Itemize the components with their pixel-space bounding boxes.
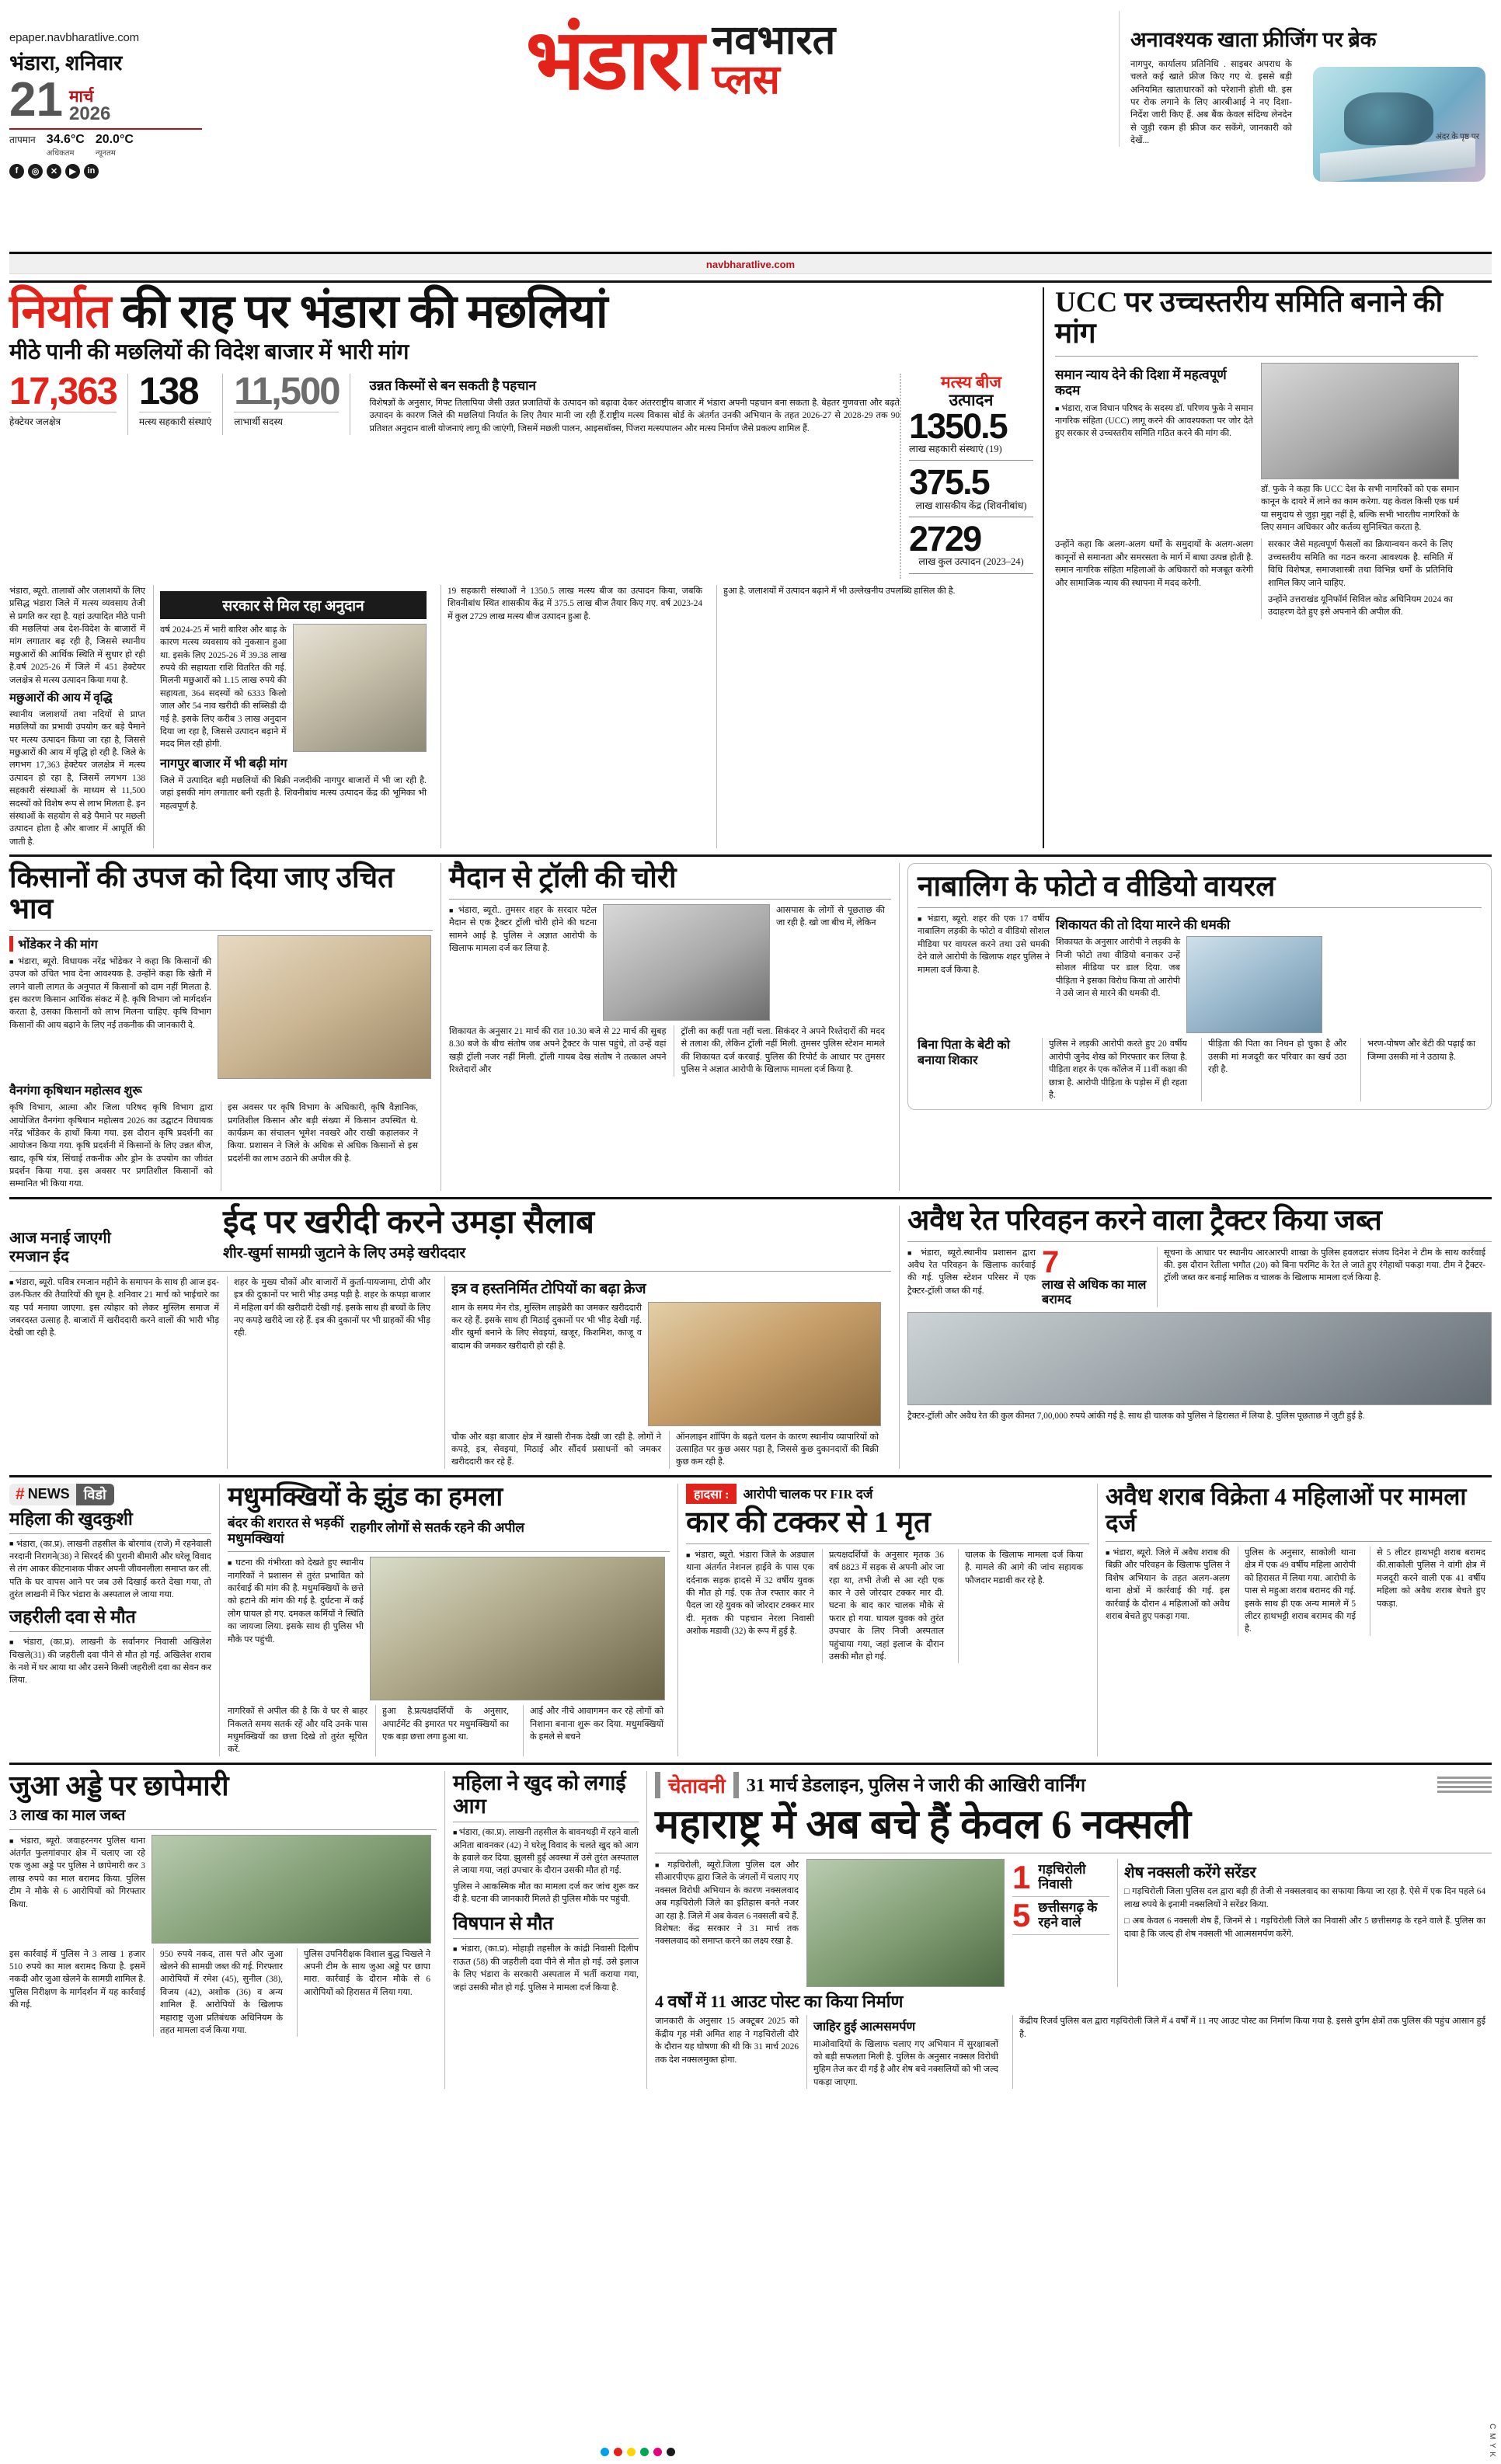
trolley-photo [603,904,770,1021]
seed-label: लाख सहकारी संस्थाएं (19) [909,443,1002,454]
lead-top-rule [9,280,1492,283]
minor-rule [918,907,1482,908]
lead-col4-body: विशेषज्ञों के अनुसार, गिफ्ट तिलापिया जैसी उन्नत प्रजातियों के उत्पादन को बढ़ावा देकर अंतरराष्ट्रीय बाजार में भंडारा अपनी पहचान बना सकता है. बेहतर गुणवत्ता और बढ़ते उत्पादन के कारण जिले की मछलियां निर्यात के लिए तैयार मानी जा रही हैं.राष्ट्रीय मत्स्य विकास बोर्ड के अंतर्गत उनकी अभियान के तहत 2026-27 से 2028-29 तक 90 प्रतिशत अनुदान वाली योजनाएं लागू की जाएंगी, जिसमें मछली पालन, आइसबॉक्स, पिंजरा मत्स्यपालन और मत्स्य निर्माण जैसे प्रकल्प शामिल हैं. [369,398,900,433]
ucc-subhead: समान न्याय देने की दिशा में महत्वपूर्ण कदम [1055,367,1227,398]
seed-label: लाख शासकीय केंद्र (शिवनीबांध) [915,499,1027,511]
top-ad-tag[interactable]: अंदर के पृष्ठ पर [1435,133,1479,142]
trolley-theft-story [441,863,899,1191]
kicker-bar-left [655,1772,660,1798]
lead-headline-rest: की राह पर भंडारा की मछलियां [121,286,608,337]
liquor-body2: पुलिस के अनुसार, साकोली थाना क्षेत्र में एक 49 वर्षीय महिला आरोपी को हिरासत में लिया गया. आरोपी के पास से महुआ शराब बरामद की गई. इसके साथ ही एक अन्य मामले में 5 लीटर हाथभट्टी शराब बरामद की गई है. [1238,1547,1362,1636]
eid-body: ■ भंडारा, ब्यूरो. पवित्र रमजान महीने के समापन के साथ ही आज इद-उल-फितर की तैयारियों की धूम है. शनिवार 21 मार्च को भाईचारे का यह पर्व मनाया जाएगा. इस त्योहार को लेकर मुस्लिम समाज में जबरदस्त उत्साह है. बाजारों में खरीददारी करने वालों की भारी भीड़ देखी जा रही है. [9,1276,219,1469]
sand-top [907,1244,1492,1307]
poison2-body: ■ भंडारा, (का.प्र). मोहाड़ी तहसील के कांद्री निवासी दिलीप राऊत (58) की जहरीली दवा पीने से मौत हो गई. उसे इलाज के लिए भंडारा के सरकारी अस्पताल में भर्ती कराया गया, जहां उसकी मौत हो गई. पुलिस ने मामला दर्ज किया है. [453,1943,639,1994]
farmers-kicker [9,935,211,952]
stat-item [9,370,128,436]
seed-title-black: उत्पादन [949,390,994,409]
lead-col3-head: नागपुर बाजार में भी बढ़ी मांग [160,757,287,771]
news-badge[interactable] [9,1484,76,1505]
news-video-column [9,1484,219,1756]
naxal-b3: केंद्रीय रिजर्व पुलिस बल द्वारा गड़चिरोली जिले में 4 वर्षों में 11 नए आउट पोस्ट का निर्माण किया गया है. इससे दुर्गम क्षेत्रों तक पुलिस की पहुंच आसान हुई है. [1012,2015,1492,2089]
farmers-rule [9,930,433,931]
farmers-bottom [9,1101,433,1191]
gambling-bottom [9,1948,437,2038]
naxal-headline: महाराष्ट्र में अब बचे हैं केवल 6 नक्सली [655,1802,1191,1847]
naxal-story [646,1771,1492,2089]
lead-headline-red: निर्यात [9,286,111,337]
lead-body-col2 [153,585,433,848]
fish-photo [293,624,427,752]
accident-badge: हादसा : [686,1484,737,1504]
seed-panel-title [909,374,1033,409]
eid-body4: चौक और बड़ा बाजार क्षेत्र में खासी रौनक देखी जा रही है. लोगों ने कपड़े, इत्र, सेवइयां, मिठाई और सौंदर्य प्रसाधनों को जमकर खरीददारी कर रहे हैं. [451,1432,661,1467]
stat-label: लाभार्थी सदस्य [234,412,339,428]
eid-body5: ऑनलाइन शॉपिंग के बढ़ते चलन के कारण स्थानीय व्यापारियों को उत्साहित पर कुछ असर पड़ा है, जिससे कुछ दुकानदारों की बिक्री कुछ कम रही है. [669,1431,885,1469]
trolley-body: ■ भंडारा, ब्यूरो.. तुमसर शहर के सरदार पटेल मैदान से एक ट्रैक्टर ट्रॉली चोरी होने की घटना सामने आई है. पुलिस ने अज्ञात आरोपी के खिलाफ मामला दर्ज कर लिया है. [449,904,597,1021]
naxal-photo-wrap [806,1859,1005,1987]
trolley-photo-wrap [603,904,770,1021]
eid-head-row [9,1206,891,1266]
fire-body2: पुलिस ने आकस्मिक मौत का मामला दर्ज कर जांच शुरू कर दी है. घटना की जानकारी मिलते ही पुलिस मौके पर पहुंची. [453,1881,639,1905]
top-right-ad[interactable] [1119,11,1492,147]
gambling-sub: 3 लाख का माल जब्त [9,1806,126,1824]
bee-rule [228,1551,670,1552]
lead-col1-head: मछुआरों की आय में वृद्धि [9,691,113,705]
logo-edition-name: भंडारा [525,15,703,107]
bee-body: ■ घटना की गंभीरता को देखते हुए स्थानीय नागरिकों ने प्रशासन से तुरंत प्रभावित को कार्रवाई की मांग की है. मधुमक्खियों के छत्ते को हटाने की मांग की गई है. दुर्घटना में कई लोग घायल हो गए. दमकल कर्मियों ने स्थिति का जायजा लिया. इसके साथ ही पुलिस भी मौके पर पहुंची. [228,1557,364,1700]
instagram-icon[interactable]: ◎ [28,164,43,179]
twitter-x-icon[interactable]: ✕ [47,164,61,179]
bee-body4: नागरिकों से अपील की है कि वे घर से बाहर निकलते समय सतर्क रहें और यदि उनके पास मधुमक्खियों का छत्ता दिखे तो तुरंत सूचित करें. [228,1707,367,1755]
temp-min-group [96,133,134,158]
bee-kicker-text: बंदर की शरारत से भड़कीं मधुमक्खियां [228,1515,344,1546]
minor-body3: पुलिस ने लड़की आरोपी करते हुए 20 वर्षीय आरोपी जुनेद शेख को गिरफ्तार कर लिया है. पीड़िता शहर के एक कॉलेज में 11वीं कक्षा की छात्रा है. आरोपी पीड़िता के पड़ोस में ही रहता है. [1042,1038,1193,1101]
minor-badge-col [918,1038,1034,1101]
minor-sub: शिकायत की तो दिया मारने की धमकी [1056,917,1231,932]
ucc-body4: सरकार जैसे महत्वपूर्ण फैसलों का क्रियान्वयन करने के लिए उच्चस्तरीय समिति का गठन करना आवश्यक है. समिति में विधि विशेषज्ञ, समाजशास्त्री तथा विभिन्न धर्मों के प्रतिनिधि शामिल किए जाने चाहिए. [1268,540,1453,588]
gambling-rule [9,1829,437,1830]
sand-body2: सूचना के आधार पर स्थानीय आरआरपी शाखा के पुलिस हवलदार संजय दिनेश ने टीम के साथ कार्रवाई की. इस दौरान रेतीला भगौत (20) को बिना परमिट के रेत ले जाते हुए रंगेहाथों पकड़ा गया. टीम ने ट्रैक्टर-ट्रॉली जब्त कर बनाई मालिक व चालक के खिलाफ मामला दर्ज किया है. [1157,1247,1492,1307]
lead-col5-text: 19 सहकारी संस्थाओं ने 1350.5 लाख मत्स्य बीज का उत्पादन किया, जबकि शिवनीबांध स्थित शासकीय केंद्र में 375.5 लाख बीज तैयार किए गए. वर्ष 2023-24 में कुल 2729 लाख मत्स्य बीज उत्पादन हुआ है. [448,586,702,621]
ucc-col-a [1055,538,1253,618]
ucc-body2: डॉ. फुके ने कहा कि UCC देश के सभी नागरिकों को एक समान कानून के दायरे में लाने का काम करेगा. यह केवल किसी एक धर्म या समुदाय से जुड़ा मुद्दा नहीं है, बल्कि सभी भारतीय नागरिकों के लिए समान अधिकार और कर्तव्य सुनिश्चित करता है. [1261,484,1459,533]
self-immolation-story [444,1771,646,2089]
city-and-day: भंडारा, शनिवार [9,51,123,75]
gambling-raid-story [9,1771,444,2089]
illegal-liquor-story [1097,1484,1492,1756]
lead-headline [9,287,1033,336]
top-ad-image [1313,67,1485,182]
bee-headline: मधुमक्खियों के झुंड का हमला [228,1482,503,1512]
stat-label: मत्स्य सहकारी संस्थाएं [139,412,211,428]
temp-max-value: 34.6°C [46,132,85,146]
ucc-leader-photo [1261,363,1459,479]
naxal-body: ■ गड़चिरोली, ब्यूरो.जिला पुलिस दल और सीआरपीएफ द्वारा जिले के जंगलों में चलाए गए नक्सल विरोधी अभियान के कारण नक्सलवाद अब गड़चिरोली जिले का इतिहास बनते नजर आ रहा है. जिले में अब केवल 6 नक्सली बचे हैं. विशेषत: केंद्र सरकार ने 31 मार्च तक नक्सलवाद को समाप्त करने का लक्ष्य रखा है. [655,1859,799,1987]
ucc-story [1043,287,1478,848]
eid-right-inner [451,1302,885,1426]
lead-stats-row [9,370,1033,579]
minor-body2: शिकायत के अनुसार आरोपी ने लड़की के निजी फोटो तथा वीडियो बनाकर उन्हें सोशल मीडिया पर डाल दिया. जब पीड़िता ने इसका विरोध किया तो आरोपी ने उसे जान से मारने की धमकी दी. [1056,938,1180,998]
eid-head-wrap [223,1206,891,1266]
ucc-rule [1055,356,1478,357]
poison-headline: जहरीली दवा से मौत [9,1607,136,1627]
eid-story [9,1206,899,1469]
temp-max-label: अधिकतम [46,148,75,158]
naxal-count-5-label: छत्तीसगढ़ के रहने वाले [1038,1900,1098,1930]
stat-value: 11,500 [234,370,340,412]
bee-attack-story [219,1484,677,1756]
lead-body-col3 [441,585,709,848]
logo-brand-line2: प्लस [712,58,780,103]
naxal-outpost-sub: 4 वर्षों में 11 आउट पोस्ट का किया निर्माण [655,1992,904,2011]
minor-viral-card [907,863,1492,1110]
sand-badge [1042,1244,1151,1307]
farmers-headline: किसानों की उपज को दिया जाए उचित भाव [9,862,395,925]
gov-subsidy-band: सरकार से मिल रहा अनुदान [160,591,427,619]
youtube-icon[interactable]: ▶ [65,164,80,179]
gambling-body2: इस कार्रवाई में पुलिस ने 3 लाख 1 हजार 510 रुपये का माल बरामद किया है. इसमें नकदी और जुआ खेलने के सामग्री शामिल है. पुलिस निरीक्षण के मार्गदर्शन में यह कार्रवाई की गई. [9,1949,145,2010]
stat-value: 138 [138,370,198,412]
liquor-headline: अवैध शराब विक्रेता 4 महिलाओं पर मामला दर्ज [1106,1482,1467,1537]
seed-divider [909,460,1033,461]
naxal-b4: जानकारी के अनुसार 15 अक्टूबर 2025 को केंद्रीय गृह मंत्री अमित शाह ने गड़चिरोली दौरे के दौरान यह घोषणा की थी कि 31 मार्च 2026 तक देश नक्सलमुक्त होगा. [655,2017,799,2065]
naxal-surrender-b2: □ अब केवल 6 नक्सली शेष हैं, जिनमें से 1 गड़चिरोली जिले का निवासी और 5 छत्तीसगढ़ के रहने वाले हैं. पुलिस का दावा है कि जल्द ही शेष नक्सली भी आत्मसमर्पण करेंगे. [1124,1915,1485,1940]
eid-headline: ईद पर खरीदी करने उमड़ा सैलाब [223,1204,595,1241]
ucc-body3: उन्होंने कहा कि अलग-अलग धर्मों के समुदायों के अलग-अलग कानूनों से समानता और समरसता के मार्ग में बाधा उत्पन्न होती है. समान नागरिक संहिता महिलाओं के अधिकारों को मजबूत करेगी और सामाजिक न्याय की स्थापना में मदद करेगी. [1055,540,1253,588]
naxal-warning-kicker [655,1771,1492,1799]
website-band[interactable]: navbharatlive.com [9,254,1492,274]
eid-sub: शीर-खुर्मा सामग्री जुटाने के लिए उमड़े खरीददार [223,1245,466,1262]
ucc-left [1055,363,1253,534]
menu-lines-icon [1437,1774,1492,1795]
trolley-body3: ट्रॉली का कहीं पता नहीं चला. सिकंदर ने अपने रिश्तेदारों की मदद से तलाश की, लेकिन ट्रॉली नहीं मिली. तुमसर पुलिस स्टेशन मामले की शिकायत दर्ज करवाई. पुलिस की रिपोर्ट के आधार पर तुमसर पुलिस ने अज्ञात आरोपी के खिलाफ मामला दर्ज किया है. [674,1025,891,1077]
top-ad-text: साइबर अपराध के चलते कई खाते फ्रीज किए गए थे. इससे बड़ी अनियमित खाताधारकों को परेशानी होती थी. इस पर रोक लगाने के लिए आरबीआई ने नए दिशा-निर्देश जारी किए हैं. अब बैंक केवल संदिग्ध लेनदेन से जुड़ी रकम ही फ्रीज कर सकेंगे, जानकारी को देखें... [1130,59,1292,145]
row4-section [9,1484,1492,1756]
gambling-headline: जुआ अड्डे पर छापेमारी [9,1770,229,1801]
eid-body-row [9,1276,891,1469]
farmers-kicker-text: भोंडेकर ने की मांग [18,938,98,952]
bee-body3: आई और नीचे आवागमन कर रहे लोगों को निशाना बनाना शुरू कर दिया. मधुमक्खियों के हमले से बचने [523,1705,670,1756]
sand-body3: ट्रैक्टर-ट्रॉली और अवैध रेत की कुल कीमत 7,00,000 रुपये आंकी गई है. साथ ही चालक को पुलिस ने हिरासत में लिया है. पुलिस पूछताछ में जुटी हुई है. [907,1411,1365,1422]
eid-market-photo [648,1302,881,1426]
accident-headline: कार की टक्कर से 1 मृत [686,1505,931,1539]
news-video-badge[interactable] [9,1484,157,1505]
liquor-body-row [1106,1547,1492,1636]
social-links[interactable] [9,164,242,179]
naxal-mid-body: माओवादियों के खिलाफ चलाए गए अभियान में सुरक्षाबलों को बड़ी सफलता मिली है. पुलिस के अनुसार नक्सल विरोधी मुहिम तेज कर दी गई है और शेष बचे नक्सलियों को भी जल्द पकड़ा जाएगा. [813,2039,998,2087]
naxal-surrender-head: शेष नक्सली करेंगे सरेंडर [1124,1864,1256,1881]
ucc-body5: उन्होंने उत्तराखंड यूनिफॉर्म सिविल कोड अधिनियम 2024 का उदाहरण देते हुए इसे अपनाने की अपील की. [1268,594,1453,618]
masthead-left [9,11,242,179]
dot-yellow [627,2448,636,2456]
farmers-right [218,935,431,1079]
eid-rule [9,1271,891,1272]
warning-text: 31 मार्च डेडलाइन, पुलिस ने जारी की आखिरी वार्निंग [746,1776,1086,1797]
news-label: NEWS [27,1486,70,1502]
kicker-marker [9,936,13,952]
lead-body-col4 [716,585,1033,848]
eid-kicker-l1: आज मनाई जाएगी [9,1229,111,1247]
seed-production-panel [900,374,1033,579]
minor-mid-inner [1056,936,1482,1033]
lead-stat-group [9,370,900,436]
seed-title-red: मत्स्य बीज [941,372,1001,392]
weather-block [9,133,242,158]
suicide-body: ■ भंडारा, (का.प्र). लाखनी तहसील के बोरगांव (राजे) में रहनेवाली नरदानी निरागने(38) ने सिरदर्द की पुरानी बीमारी और घरेलू विवाद से तंग आकर कीटनाशक पीकर अपनी जीवनलीला समाप्त कर ली. पति के घर वापस आने पर जब उसे दिखाई करते देखा गया, तो तुरंत लाखनी में फिर भंडारा के अस्पताल ले जाया गया. [9,1538,211,1602]
lead-body-columns [9,585,1033,848]
poison2-rule [453,1938,639,1939]
farmers-top [9,935,433,1079]
linkedin-icon[interactable]: in [84,164,99,179]
video-label[interactable]: विडो [76,1484,114,1505]
naxal-num-row [1012,1859,1109,1897]
poison-rule [9,1631,211,1632]
suicide-headline: महिला की खुदकुशी [9,1509,133,1529]
liquor-body3: से 5 लीटर हाथभट्टी शराब बरामद की.साकोली पुलिस ने वांगी क्षेत्र में मजदूरी करने वाली एक 41 वर्षीय महिला को अवैध शराब बेचते हुए पकड़ा. [1370,1547,1492,1636]
temp-min-label: न्यूनतम [95,148,116,158]
minor-body5: भरण-पोषण और बेटी की पढ़ाई का जिम्मा उसकी मां ने उठाया है. [1360,1038,1482,1101]
minor-viral-story [899,863,1492,1191]
naxal-count-5: 5 [1012,1896,1031,1933]
naxal-surrender-col [1117,1859,1492,1987]
accident-body-row [686,1549,1089,1663]
seed-value: 375.5 [909,462,989,503]
ucc-headline: UCC पर उच्चस्तरीय समिति बनाने की मांग [1055,287,1444,350]
date-day: 21 [9,73,63,127]
gambling-body4: 950 रुपये नकद, तास पत्ते और जुआ खेलने की सामग्री जब्त की गई. गिरफ्तार आरोपियों में रमेश (45), सुनील (38), विजय (42), अशोक (36) व अन्य शामिल हैं. आरोपियों के खिलाफ महाराष्ट्र जुआ प्रतिबंधक अधिनियम के तहत मामला दर्ज किया गया. [153,1948,289,2038]
sand-badge-text: लाख से अधिक का माल बरामद [1042,1278,1147,1307]
trolley-rule [449,899,891,900]
newspaper-logo [242,11,1119,107]
lead-caption: हुआ है. जलाशयों में उत्पादन बढ़ाने में भी उल्लेखनीय उपलब्धि हासिल की है. [723,586,956,596]
trolley-bottom [449,1025,891,1077]
sand-body: ■ भंडारा, ब्यूरो.स्थानीय प्रशासन द्वारा अवैध रेत परिवहन के खिलाफ कार्रवाई की गई. पुलिस स्टेशन परिसर में एक ट्रैक्टर-ट्रॉली जब्त की गई. [907,1247,1036,1307]
gambling-body: ■ भंडारा, ब्यूरो. जवाहरनगर पुलिस थाना अंतर्गत फुलगांवपार क्षेत्र में चलाए जा रहे एक जुआ अड्डे पर पुलिस ने छापेमारी कर 3 लाख रुपये का माल बरामद किया. पुलिस टीम ने मौके से 6 आरोपियों को गिरफ्तार किया. [9,1835,145,1944]
trolley-top [449,904,891,1021]
top-ad-body [1130,58,1292,147]
naxal-count-1: 1 [1012,1859,1031,1895]
trolley-body4: शिकायत के अनुसार 21 मार्च की रात 10.30 बजे से 22 मार्च की सुबह 8.30 बजे के बीच संतोष जब अपने ट्रैक्टर के पास पहुंचे, तो उन्हें वहां खड़ी ट्रॉली नजर नहीं मिली. ट्रॉली गायब देख संतोष ने तत्काल अपने रिश्तेदारों और [449,1027,667,1075]
naxal-body-row [655,1859,1492,1987]
gambling-photo [151,1835,431,1944]
minor-top [918,913,1482,1033]
farmers-left [9,935,211,1079]
lead-story [9,287,1043,848]
sand-badge-num: 7 [1042,1244,1060,1279]
naxal-surrender-b1: □ गड़चिरोली जिला पुलिस दल द्वारा बड़ी ही तेजी से नक्सलवाद का सफाया किया जा रहा है. ऐसे में एक दिन पहले 64 लाख रुपये के इनामी नक्सलियों ने सरेंडर किया. [1124,1885,1485,1911]
seed-row [909,462,1033,512]
eid-body3: शाम के समय मेन रोड, मुस्लिम लाइब्रेरी का जमकर खरीददारी कर रहे हैं. इसके साथ ही मिठाई दुकानों पर भी भीड़ देखी गई. शीर खुर्मा बनाने के लिए सेवइयां, खजूर, किशमिश, काजू व बादाम की जमकर खरीदारी हो रही है. [451,1303,642,1351]
lead-col2-inner [160,624,427,752]
logo-brand-line1: नवभारत [712,19,836,64]
liquor-body: ■ भंडारा, ब्यूरो. जिले में अवैध शराब की बिक्री और परिवहन के खिलाफ पुलिस ने विशेष अभियान के तहत अलग-अलग थाना क्षेत्रों में कार्रवाई की गई. इस कार्रवाई के दौरान 4 महिलाओं को अवैध शराब बेचते हुए पकड़ा गया. [1106,1547,1230,1636]
dot-cyan [601,2448,609,2456]
sand-headline: अवैध रेत परिवहन करने वाला ट्रैक्टर किया जब्त [907,1204,1382,1237]
row5-top-rule [9,1763,1492,1765]
temp-min-value: 20.0°C [95,132,134,146]
row3-section [9,1206,1492,1469]
epaper-url[interactable]: epaper.navbharatlive.com [9,31,139,44]
stat-item [138,370,223,436]
seed-value: 2729 [909,519,981,559]
masthead-divider [9,128,202,130]
lead-col3-text: जिले में उत्पादित बड़ी मछलियों की बिक्री नजदीकी नागपुर बाजारों में भी जा रही है. जहां इसकी मांग लगातार बनी रहती है. शिवनीबांध मत्स्य उत्पादन केंद्र की भूमिका भी महत्वपूर्ण है. [160,776,427,811]
farmers-photo [218,935,431,1079]
naxal-mid-head: जाहिर हुई आत्मसमर्पण [813,2020,916,2034]
ucc-body1: ■ भंडारा, राज विधान परिषद के सदस्य डॉ. परिणय फुके ने समान नागरिक संहिता (UCC) लागू करने की आवश्यकता पर जोर देते हुए सरकार से उच्चस्तरीय समिति गठित करने की मांग की. [1055,402,1253,440]
lead-col4-head: उन्नत किस्मों से बन सकती है पहचान [369,378,536,393]
ucc-right [1261,363,1459,534]
lead-story-section [9,287,1492,848]
sand-tractor-story [899,1206,1492,1469]
masthead [9,11,1492,252]
dot-green [640,2448,649,2456]
eid-kicker [9,1229,223,1266]
naxal-count-1-label: गड़चिरोली निवासी [1038,1862,1086,1892]
minor-photo [1186,936,1322,1033]
stat-label: हेक्टेयर जलक्षेत्र [9,412,117,428]
fire-body: ■ भंडारा, (का.प्र). लाखनी तहसील के बावनथड़ी में रहने वाली अनिता बावनकर (42) ने घरेलू विवाद के चलते खुद को आग के हवाले कर दिया. झुलसी हुई अवस्था में उसे तुरंत अस्पताल ले जाया गया, जहां उपचार के दौरान उसकी मौत हो गई. [453,1826,639,1878]
lead-subhead: मीठे पानी की मछलियों की विदेश बाजार में भारी मांग [9,340,409,365]
farmers-body2: कृषि विभाग, आत्मा और जिला परिषद कृषि विभाग द्वारा आयोजित वैनगंगा कृषिथान महोत्सव 2026 का उद्घाटन विधायक नरेंद्र भोंडेकर के हाथों किया गया. इस दौरान कृषि प्रदर्शनी का आयोजन किया गया. कृषि प्रदर्शनी में किसानों के लिए उन्नत बीज, खाद, कृषि यंत्र, सिंचाई तकनीक और ड्रोन के उपयोग का जीवंत प्रदर्शन किया गया. इस अवसर पर प्रगतिशील किसानों को सम्मानित भी किया गया. [9,1103,213,1189]
eid-sub2: इत्र व हस्तनिर्मित टोपियों का बढ़ा क्रेज [451,1280,646,1297]
lead-col1-text: भंडारा, ब्यूरो. तालाबों और जलाशयों के लिए प्रसिद्ध भंडारा जिले में मत्स्य व्यवसाय तेजी से प्रगति कर रहा है. यहां उत्पादित मीठे पानी की मछलियां अब देश-विदेश के बाजारों में मांग लगातार बढ़ रही है, जिससे स्थानीय मछुआरों की आर्थिक स्थिति में सुधार हो रही है.वर्ष 2025-26 में जिले में 451 हेक्टेयर जलक्षेत्र से मत्स्य उत्पादन किया गया है. [9,586,145,685]
ucc-top [1055,363,1478,534]
top-ad-headline: अनावश्यक खाता फ्रीजिंग पर ब्रेक [1130,28,1377,51]
minor-badge: बिना पिता के बेटी को बनाया शिकार [918,1039,1010,1067]
temp-label: तापमान [9,134,36,145]
bee-sub: राहगीर लोगों से सतर्क रहने की अपील [350,1519,524,1535]
sand-photo [907,1312,1492,1405]
minor-body4: पीड़िता की पिता का निधन हो चुका है और उसकी मां मजदूरी कर परिवार का खर्च उठा रही है. [1201,1038,1353,1101]
row4-top-rule [9,1475,1492,1477]
seed-label: लाख कुल उत्पादन (2023–24) [918,556,1024,568]
trolley-body2: आसपास के लोगों से पूछताछ की जा रही है. खो जा बीच में, लेकिन [776,906,885,928]
ucc-bottom [1055,538,1478,618]
minor-mid [1056,913,1482,1033]
dot-black [667,2448,675,2456]
farmers-body3: इस अवसर पर कृषि विभाग के अधिकारी, कृषि वैज्ञानिक, प्रगतिशील किसान और बड़ी संख्या में किसान उपस्थित थे. कार्यक्रम का संचालन भूमेश नवखरे और राखी कहालकर ने किया. प्रशासन ने जिले के अधिक से अधिक किसानों से इस प्रदर्शनी का लाभ उठाने की अपील की है. [221,1101,424,1191]
logo-brand [712,19,836,103]
color-registration-dots [601,2448,675,2456]
bee-top [228,1557,670,1700]
temp-max-group [47,133,85,158]
bee-kicker [228,1516,344,1547]
row3-top-rule [9,1197,1492,1199]
bee-hive-photo [370,1557,665,1700]
stat-item [234,370,350,436]
minor-bottom [918,1038,1482,1101]
minor-headline: नाबालिग के फोटो व वीडियो वायरल [918,871,1276,903]
bee-body2: हुआ है.प्रत्यक्षदर्शियों के अनुसार, अपार्टमेंट की इमारत पर मधुमक्खियों का एक बड़ा छत्ता लगा हुआ था. [375,1705,515,1756]
facebook-icon[interactable]: f [9,164,24,179]
lead-col1-text2: स्थानीय जलाशयों तथा नदियों से प्राप्त मछलियों का प्रभावी उपयोग कर बड़े पैमाने पर मत्स्य उत्पादन किया जा रहा है, जिससे मछुआरों की आय में वृद्धि हो रही है. जिले के लगभग 17,363 हेक्टेयर जलक्षेत्र में मत्स्य उत्पादन हो रहा है, जिसमें लगभग 138 सहकारी संस्थाओं के माध्यम से 11,500 सदस्यों को विशेष रूप से लाभ मिलता है. इन संस्थाओं के सहयोग से बड़े पैमाने पर मछली उत्पादन होता है और बाजार में आपूर्ति की जाती है. [9,709,145,847]
seed-row [909,405,1033,456]
gambling-body3: पुलिस उपनिरीक्षक विशाल बुद्ध चिखले ने अपनी टीम के साथ जुआ अड्डे पर छापा मारा. कार्रवाई के दौरान मौके से 6 आरोपियों को हिरासत में लिया गया. [297,1948,437,2038]
accident-body2: प्रत्यक्षदर्शियों के अनुसार मृतक 36 वर्ष 8823 में सड़क से अपनी ओर जा रहा था, तभी तेजी से आ रही एक कार ने उसे जोरदार टक्कर मार दी. घटना के बाद कार चालक मौके से फरार हो गया. घायल युवक को तुरंत उपचार के लिए निजी अस्पताल पहुंचाया गया, जहां इलाज के दौरान उसकी मौत हो गई. [822,1549,950,1663]
lead-col4 [361,374,900,436]
top-ad-dateline: नागपुर, कार्यालय प्रतिनिधि . [1130,59,1226,69]
naxal-photo [806,1859,1005,1987]
date-year: 2026 [68,103,111,124]
warning-label: चेतावनी [668,1774,726,1798]
naxal-bottom-row [655,2015,1492,2089]
fire-headline: महिला ने खुद को लगाई आग [453,1770,626,1818]
farmers-story [9,863,441,1191]
sand-rule [907,1241,1492,1242]
accident-kicker-row [686,1484,1089,1504]
stat-value: 17,363 [9,370,117,412]
car-accident-story [677,1484,1097,1756]
eid-right [444,1276,891,1469]
seed-value: 1350.5 [909,405,1007,446]
date-row [9,73,242,127]
naxal-num-row [1012,1897,1109,1935]
farmers-body: ■ भंडारा, ब्यूरो. विधायक नरेंद्र भोंडेकर ने कहा कि किसानों की उपज को उचित भाव देना आवश्यक है. उन्होंने कहा कि खेती में लगने वाली लागत के अनुपात में किसानों को दाम नहीं मिलता है. इस कारण किसान आर्थिक संकट में है. कृषि विभाग जो मार्गदर्शन करता है, उसका किसानों को लाभ मिलना चाहिए. कृषि विभाग किसानों की आय बढ़ाने के लिए नई तकनीक की जानकारी दे. [9,955,211,1032]
row2-section [9,863,1492,1191]
lead-body-col1 [9,585,145,848]
eid-kicker-l2: रमजान ईद [9,1248,69,1265]
accident-body3: चालक के खिलाफ मामला दर्ज किया है. मामले की आगे की जांच सहायक फौजदार मडावी कर रहे है. [958,1549,1089,1663]
row5-section [9,1771,1492,2089]
minor-body: ■ भंडारा, ब्यूरो. शहर की एक 17 वर्षीय नाबालिग लड़की के फोटो व वीडियो सोशल मीडिया पर वायरल करने तथा उसे धमकी देने वाले आरोपी के खिलाफ शहर पुलिस ने मामला दर्ज किया है. [918,913,1050,1033]
naxal-numbers [1012,1859,1109,1987]
ucc-col-b [1261,538,1459,618]
date-month: मार्च [68,86,94,106]
liquor-rule [1106,1541,1492,1542]
accident-body: ■ भंडारा, ब्यूरो. भंडारा जिले के अड्याल थाना अंतर्गत नेशनल हाईवे के पास एक दर्दनाक सड़क हादसे में 32 वर्षीय युवक की मौत हो गई. एक तेज रफ्तार कार ने पैदल जा रहे युवक को जोरदार टक्कर मार दी. मृतक की पहचान नेरला निवासी अशोक मडावी (32) के रूप में हुई है. [686,1549,814,1663]
lead-col2-text: वर्ष 2024-25 में भारी बारिश और बाढ़ के कारण मत्स्य व्यवसाय को नुकसान हुआ था. इसके लिए 2025-26 में 39.38 लाख रुपये की सहायता राशि वितरित की गई. मिलनी मछुआरों को 1.15 लाख रुपये की सहायता, 364 सदस्यों को 6333 किलो जाल और 54 नाव खरीदी की सब्सिडी दी गई है. इसके लिए करीब 3 लाख अनुदान दिया जा रहा है, जिससे उत्पादन बढ़ाने में मदद मिल रही होगी. [160,625,287,750]
naxal-mid-col [806,2015,1005,2089]
eid-body2: शहर के मुख्य चौकों और बाजारों में कुर्ता-पायजामा, टोपी और इत्र की दुकानों पर भारी भीड़ उमड़ पड़ी है. शहर के कपड़ा बाजार में महिला वर्ग की खरीदारी देखी गई. इसके साथ ही बच्चों के लिए नए कपड़े खरीदे जा रहे हैं. इत्र की दुकानों पर भी ग्राहकों की भीड़ रही. [227,1276,437,1469]
trolley-headline: मैदान से ट्रॉली की चोरी [449,862,677,895]
hash-icon: # [16,1484,25,1503]
dot-red [614,2448,622,2456]
accident-kicker: आरोपी चालक पर FIR दर्ज [743,1487,873,1502]
suicide-rule [9,1533,211,1534]
eid-right-bottom [451,1431,885,1469]
bee-bottom [228,1705,670,1756]
poison-body: ■ भंडारा, (का.प्र). लाखनी के सर्वानगर निवासी अखिलेश चिखले(31) की जहरीली दवा पीने से मौत हो गई. अखिलेश शराब के नशे में घर आया था और उसने किसी जहरीली दवा का सेवन कर लिया. [9,1636,211,1687]
seed-divider [909,573,1033,574]
accident-rule [686,1543,1089,1544]
bee-head-row [228,1516,670,1547]
farmers-sub: वैनगंगा कृषिथान महोत्सव शुरू [9,1084,142,1098]
seed-row [909,519,1033,569]
row2-top-rule [9,854,1492,857]
poison2-headline: विषपान से मौत [453,1913,554,1934]
kicker-bar-right [733,1772,739,1798]
cmyk-marker: C M Y K [1488,2424,1496,2458]
dot-magenta [653,2448,662,2456]
gambling-top [9,1835,437,1944]
